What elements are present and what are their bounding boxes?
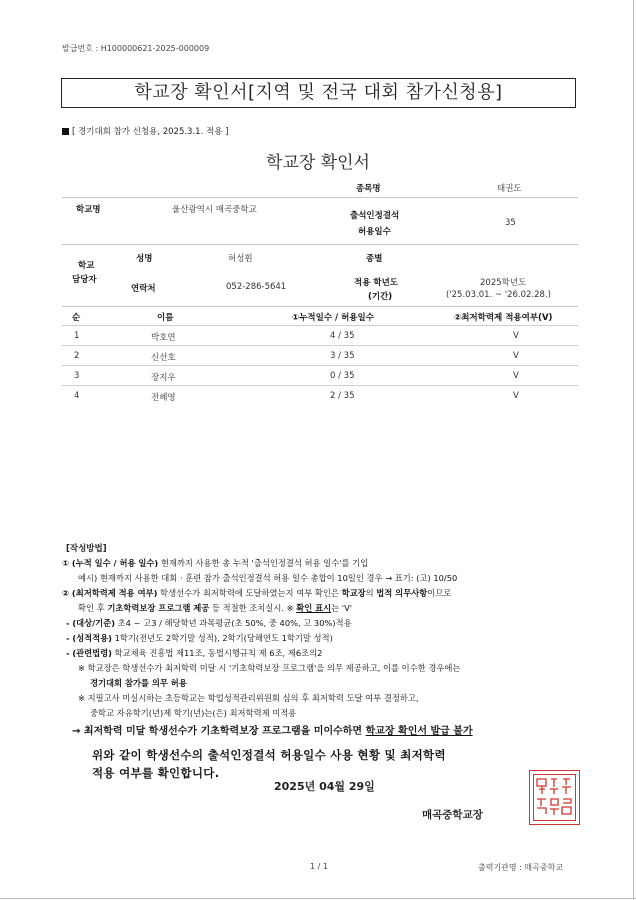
allowed-days-label-2: 허용일수 [358, 227, 391, 237]
method-bold: 학교장 [341, 588, 366, 598]
header-cell: ②최저학력제 적용여부(V) [454, 313, 553, 323]
application-note-text: [ 경기대회 참가 신청용, 2025.3.1. 적용 ] [72, 127, 229, 137]
header-cell: ①누적일수 / 허용일수 [292, 313, 374, 323]
method-bold: 법적 의무사항 [376, 588, 428, 598]
method-line [62, 557, 368, 569]
table-cell: 4 / 35 [330, 331, 355, 341]
confirmation-line-1: 위와 같이 학생선수의 출석인정결석 허용일수 사용 현황 및 최저학력 [92, 748, 446, 762]
principal-name: 매곡중학교장 [422, 809, 483, 821]
year-value-2: ('25.03.01. ~ '26.02.28.) [446, 290, 551, 300]
table-cell: 3 / 35 [330, 351, 355, 361]
contact-value: 052-286-5641 [226, 282, 287, 292]
method-text: 1학기(전년도 2학기말 성적), 2학기(당해연도 1학기말 성적) [111, 633, 333, 643]
method-underline: 확인 표시 [296, 603, 332, 613]
teacher-label-1: 학교 [78, 261, 95, 271]
school-value: 울산광역시 매곡중학교 [172, 205, 257, 215]
table-row [62, 346, 578, 366]
issue-number: 발급번호 : H100000621-2025-000009 [62, 44, 210, 53]
table-row [62, 326, 578, 346]
application-note [62, 125, 228, 137]
method-title: [작성방법] [66, 544, 107, 554]
table-cell: 2 [74, 351, 80, 361]
method-line: 중학교 자유학기(년)제 학기(년)는(은) 최저학력제 미적용 [90, 708, 297, 718]
method-text: 등 적절한 조치실시. ※ [209, 603, 297, 613]
table-cell: 전혜영 [151, 393, 176, 403]
table-cell: 신선호 [151, 353, 176, 363]
table-cell: V [513, 351, 519, 361]
divider [62, 244, 578, 245]
method-bold: ② (최저학력제 적용 여부) [62, 588, 158, 598]
document-title: 학교장 확인서 [266, 153, 370, 173]
method-text: 학교체육 진흥법 제11조, 동법시행규칙 제 6조, 제6조의2 [111, 648, 323, 658]
method-bold: 기초학력보장 프로그램 제공 [107, 603, 210, 613]
page-indicator: 1 / 1 [310, 862, 328, 871]
name-label: 성명 [136, 254, 153, 264]
confirmation-line-2: 적용 여부를 확인합니다. [92, 766, 220, 780]
method-line: 예시) 현재까지 사용한 대회 · 훈련 참가 출석인정결석 허용 일수 총합이 10일인 경우 → 표기: (고) 10/50 [78, 573, 458, 583]
square-bullet-icon [62, 128, 69, 135]
method-text: 는 'V' [331, 603, 353, 613]
method-line: 경기대회 참가를 의무 허용 [90, 678, 187, 688]
year-label-1: 적용 학년도 [354, 278, 399, 288]
issuer: 출력기관명 : 매곡중학교 [478, 863, 564, 872]
method-bold: - (성적적용) [66, 633, 112, 643]
year-label-2: (기간) [368, 292, 393, 302]
method-line [66, 617, 352, 629]
header-title: 학교장 확인서[지역 및 전국 대회 참가신청용] [61, 78, 576, 108]
method-line [62, 587, 451, 599]
method-line: ※ 지필고사 미실시하는 초등학교는 학업성적관리위원회 심의 후 최저학력 도달 여부 결정하고, [78, 693, 419, 703]
issue-date: 2025년 04월 29일 [274, 780, 375, 793]
header-cell: 이름 [157, 313, 174, 323]
page-edge-bottom [0, 898, 636, 899]
table-row [62, 366, 578, 386]
table-cell: 2 / 35 [330, 391, 355, 401]
method-bold: ① (누적 일수 / 허용 일수) [62, 558, 159, 568]
method-line [66, 632, 333, 644]
table-cell: V [513, 391, 519, 401]
divider [62, 197, 578, 198]
table-cell: 0 / 35 [330, 371, 355, 381]
sport-value: 태권도 [497, 184, 522, 194]
official-seal [529, 770, 580, 825]
method-text: 의 [365, 588, 377, 598]
contact-label: 연락처 [131, 284, 156, 294]
allowed-days-value: 35 [505, 218, 516, 228]
method-text: 초4 ~ 고3 / 해당학년 과목평균(초 50%, 중 40%, 고 30%)적용 [115, 618, 352, 628]
method-line [72, 722, 473, 737]
page-edge-right [633, 0, 634, 900]
seal-glyphs [528, 769, 579, 824]
method-line [66, 647, 322, 659]
table-header-row [62, 306, 578, 326]
table-cell: 박호연 [151, 333, 176, 343]
year-value-1: 2025학년도 [480, 278, 527, 288]
school-label: 학교명 [76, 205, 101, 215]
method-line: ※ 학교장은 학생선수가 최저학력 미달 시 '기초학력보장 프로그램'을 의무 제공하고, 이를 이수한 경우에는 [78, 663, 461, 673]
table-row [62, 386, 578, 406]
table-cell: V [513, 331, 519, 341]
method-text: 현재까지 사용한 총 누적 '출석인정결석 허용 일수'를 기입 [158, 558, 369, 568]
method-bold: → 최저학력 미달 학생선수가 기초학력보장 프로그램을 미이수하면 [72, 726, 366, 737]
header-cell: 순 [72, 313, 81, 323]
table-cell: 4 [74, 391, 80, 401]
table-cell: V [513, 371, 519, 381]
table-cell: 장지우 [151, 373, 176, 383]
name-value: 허성휜 [228, 254, 253, 264]
table-cell: 1 [74, 331, 80, 341]
method-bold: - (대상/기준) [66, 618, 116, 628]
method-line [78, 602, 352, 614]
sport-label: 종목명 [356, 184, 381, 194]
method-bold: - (관련법령) [66, 648, 112, 658]
method-underline: 학교장 확인서 발급 불가 [365, 726, 473, 737]
category-label: 종별 [366, 254, 383, 264]
allowed-days-label-1: 출석인정결석 [350, 211, 400, 221]
method-text: 학생선수가 최저학력에 도달하였는지 여부 확인은 [157, 588, 342, 598]
teacher-label-2: 담당자 [72, 275, 97, 285]
table-cell: 3 [74, 371, 80, 381]
method-text: 확인 후 [78, 603, 108, 613]
method-text: 이므로 [427, 588, 452, 598]
